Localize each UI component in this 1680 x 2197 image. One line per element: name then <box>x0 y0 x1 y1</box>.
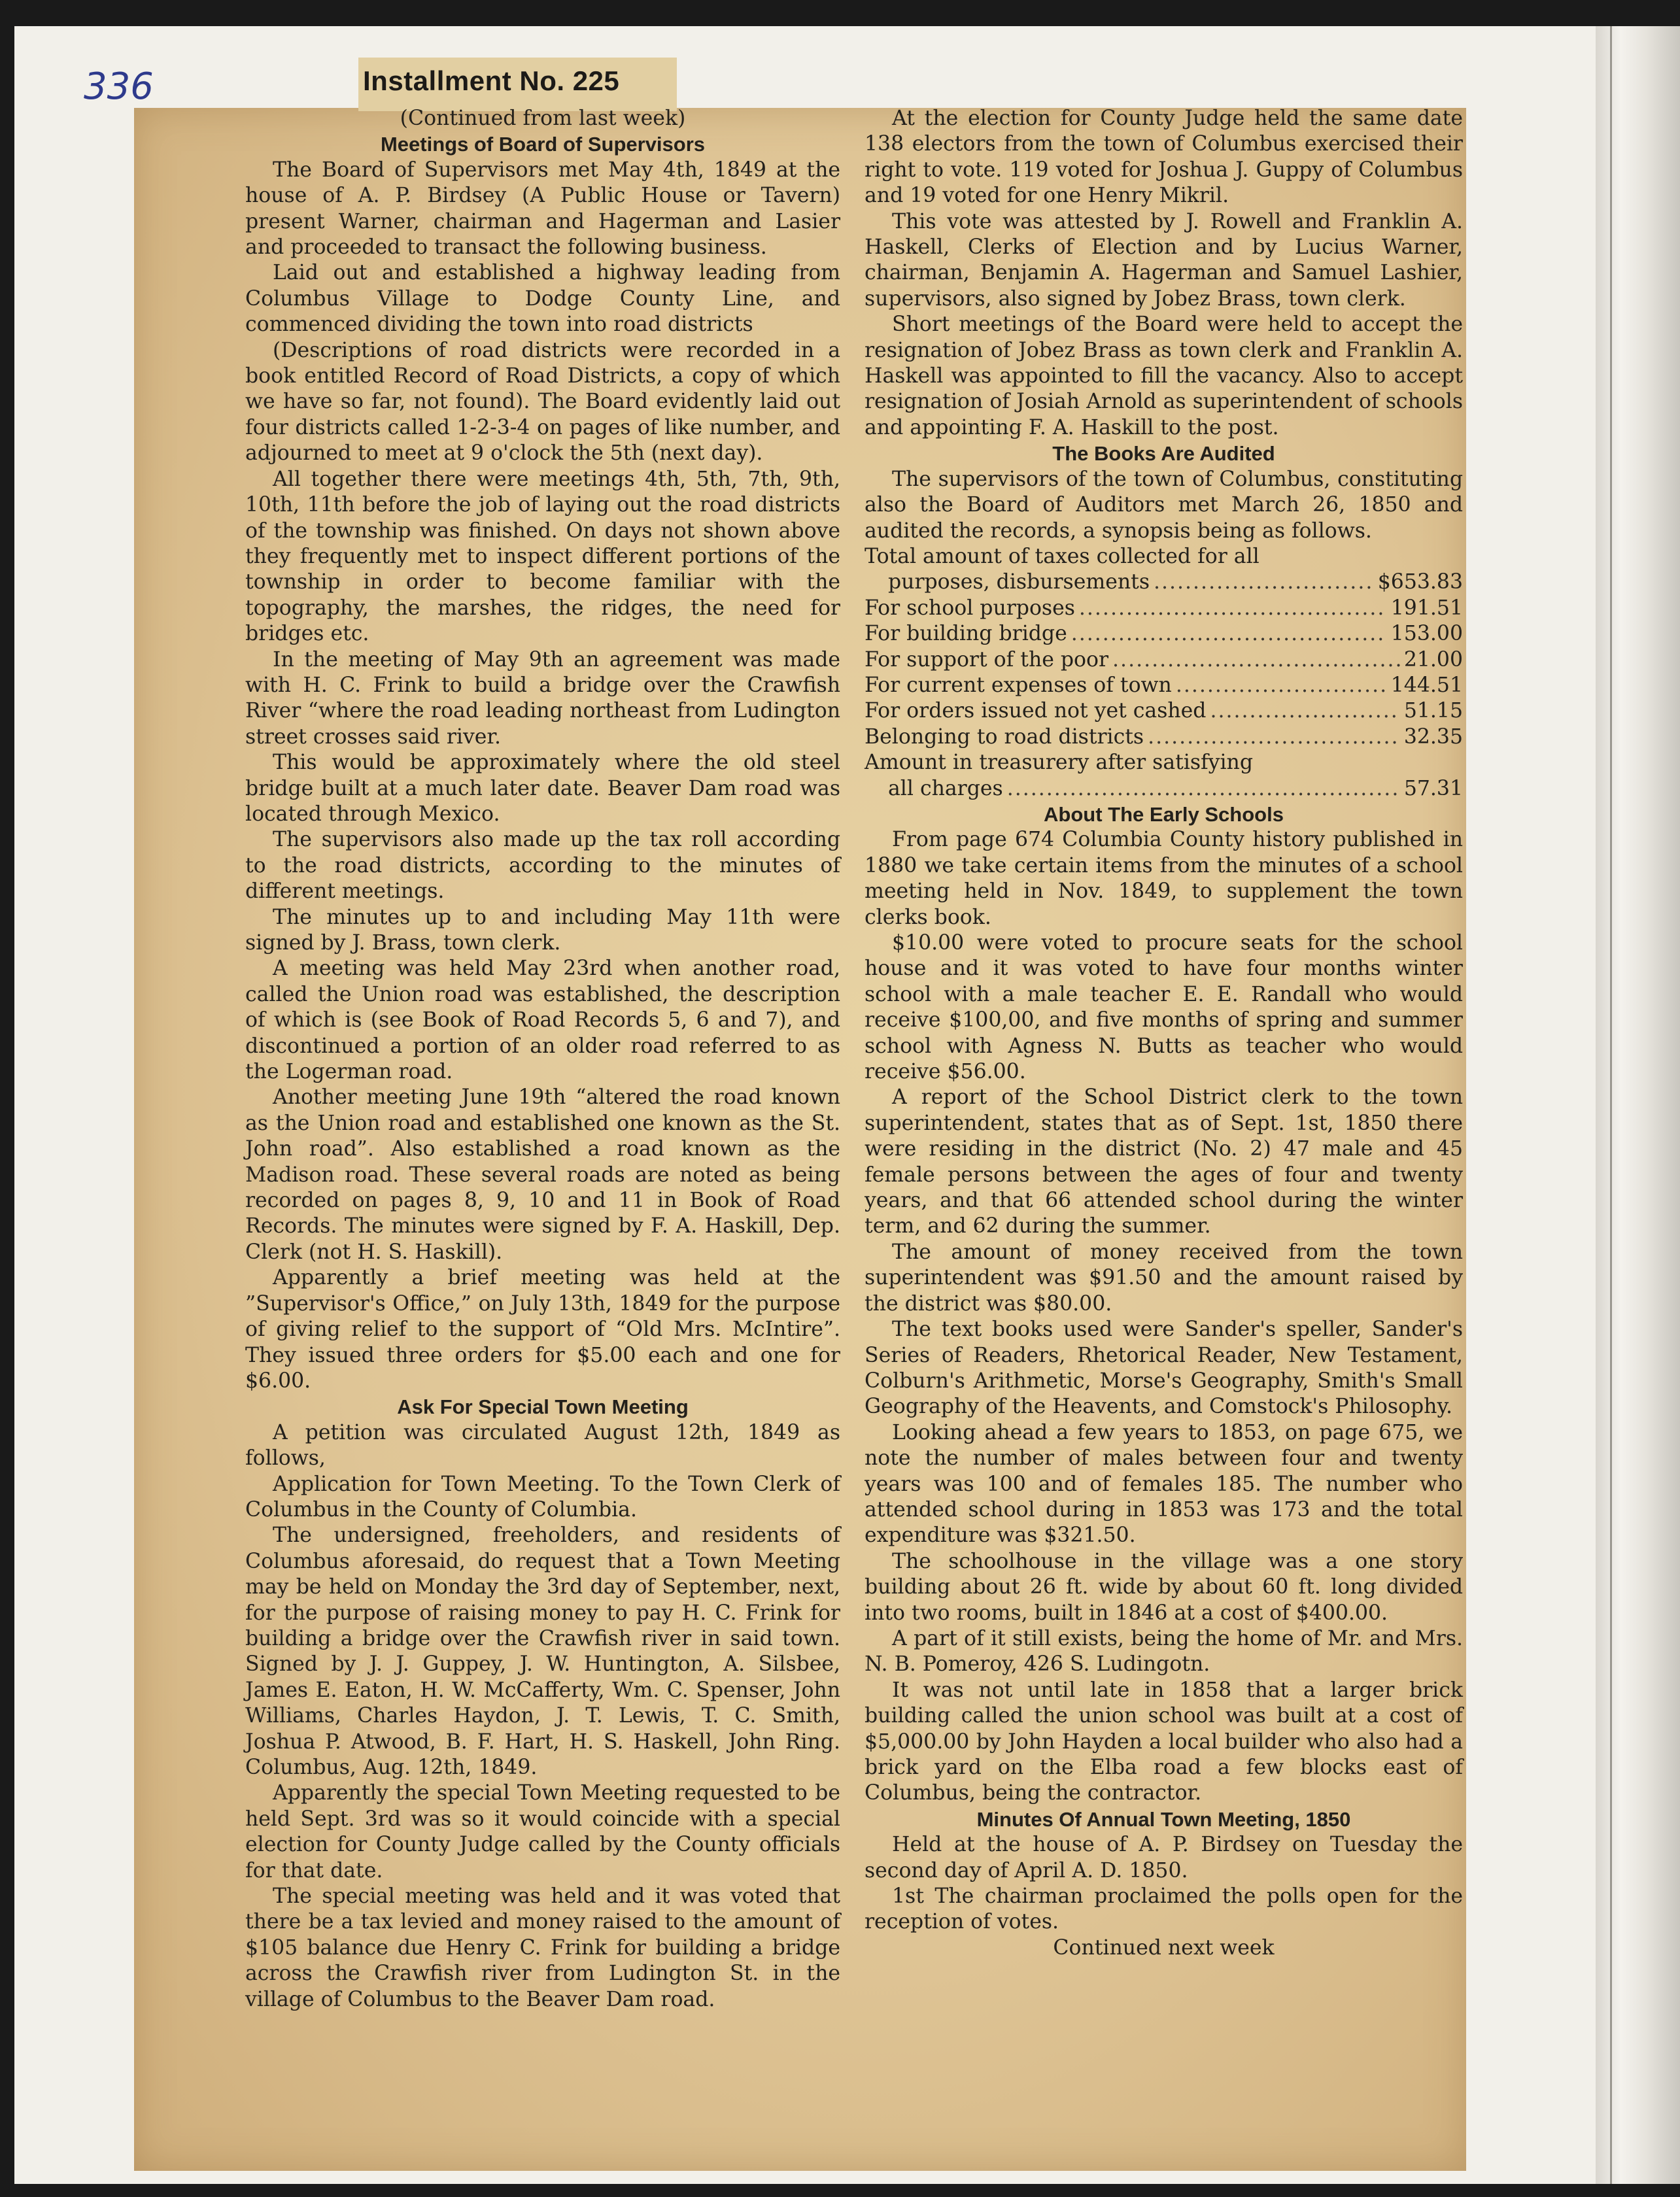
paragraph: A report of the School District clerk to the town superintendent, states that as of Sept. 1st, 1850 there were residing in the district (No. 2) 47 male and 45 female persons between the ages of four and twenty years, and that 66 attended school during the winter term, and 62 during the summer. <box>865 1085 1463 1238</box>
paragraph: It was not until late in 1858 that a larger brick building called the union school was built at a cost of $5,000.00 by John Hayden a local builder who also had a brick yard on the Elba road a few blocks east of Columbus, being the contractor. <box>865 1678 1463 1805</box>
paragraph: Looking ahead a few years to 1853, on page 675, we note the number of males between four and twenty years was 100 and of females 185. The number who attended school during in 1853 was 173 and the total expenditure was $321.50. <box>865 1420 1463 1548</box>
audit-row <box>865 698 1463 724</box>
paragraph: A meeting was held May 23rd when another road, called the Union road was established, the description of which is (see Book of Road Records 5, 6 and 7), and discontinued a portion of an older road referred to as the Logerman road. <box>245 957 840 1084</box>
installment-heading: Installment No. 225 <box>363 65 620 96</box>
page-binding <box>1596 26 1680 2184</box>
audit-label: For support of the poor <box>865 647 1109 672</box>
paragraph: The special meeting was held and it was voted that there be a tax levied and money raised to the amount of $105 balance due Henry C. Frink for building a bridge across the Crawfish river from Ludington St. in the village of Columbus to the Beaver Dam road. <box>245 1884 840 2011</box>
paragraph: Short meetings of the Board were held to accept the resignation of Jobez Brass as town clerk and Franklin A. Haskell was appointed to fill the vacancy. Also to accept resignation of Josiah Arnold as superintendent of schools and appointing F. A. Haskill to the post. <box>865 313 1463 439</box>
paragraph: The undersigned, freeholders, and residents of Columbus aforesaid, do request that a Town Meeting may be held on Monday the 3rd day of September, next, for the purpose of raising money to pay H. C. Frink for building a bridge over the Crawfish river in said town. Signed by J. J. Guppey, J. W. Huntington, A. Silsbee, James E. Eaton, H. W. McCafferty, Wm. C. Spenser, John Williams, Charles Haydon, J. T. Lewis, T. C. Smith, Joshua P. Atwood, B. F. Hart, H. S. Haskell, John Ring. Columbus, Aug. 12th, 1849. <box>245 1524 840 1779</box>
centered-note: (Continued from last week) <box>400 107 686 130</box>
audit-amount: 191.51 <box>1390 596 1463 620</box>
leader-dots <box>1071 621 1387 647</box>
section-heading: The Books Are Audited <box>1052 442 1275 466</box>
paragraph: The Board of Supervisors met May 4th, 1849 at the house of A. P. Birdsey (A Public House or Tavern) present Warner, chairman and Hagerman and Lasier and proceeded to transact the following business. <box>245 158 840 260</box>
audit-label: Belonging to road districts <box>865 724 1144 749</box>
binding-edge <box>1610 26 1612 2184</box>
section-heading: Meetings of Board of Supervisors <box>380 133 706 156</box>
audit-label: all charges <box>888 776 1003 800</box>
paragraph: Another meeting June 19th “altered the road known as the Union road and established one known as the St. John road”. Also established a road known as the Madison road. These several roads are noted as being recorded on pages 8, 9, 10 and 11 in Book of Road Records. The minutes were signed by F. A. Haskill, Dep. Clerk (not H. S. Haskill). <box>245 1085 840 1264</box>
paragraph: The supervisors of the town of Columbus, constituting also the Board of Auditors met March 26, 1850 and audited the records, a synopsis being as follows. <box>865 467 1463 543</box>
paragraph: All together there were meetings 4th, 5th, 7th, 9th, 10th, 11th before the job of laying out the road districts of the township was finished. On days not shown above they frequently met to inspect different portions of the township in order to become familiar with the topography, the marshes, the ridges, the need for bridges etc. <box>245 467 840 646</box>
audit-amount: 144.51 <box>1390 673 1463 697</box>
audit-label: For school purposes <box>865 596 1075 620</box>
audit-row <box>865 750 1463 775</box>
leader-dots <box>1154 570 1374 595</box>
audit-amount: 57.31 <box>1403 776 1463 800</box>
right-column-bottom <box>865 802 1463 1961</box>
paragraph: The text books used were Sander's speller, Sander's Series of Readers, Rhetorical Reader, New Testament, Colburn's Arithmetic, Morse's Geography, Smith's Small Geography of the Heavents, and Comstock's Philosophy. <box>865 1318 1463 1419</box>
left-column <box>245 106 840 2013</box>
paragraph: Apparently a brief meeting was held at the ”Supervisor's Office,” on July 13th, 1849 for the purpose of giving relief to the support of “Old Mrs. McIntire”. They issued three orders for $5.00 each and one for $6.00. <box>245 1266 840 1393</box>
audit-label: purposes, disbursements <box>888 570 1150 594</box>
paragraph: At the election for County Judge held the same date 138 electors from the town of Columbus exercised their right to vote. 119 voted for Joshua J. Guppy of Columbus and 19 voted for one Henry Mikril. <box>865 107 1463 208</box>
audit-row <box>865 544 1463 570</box>
paragraph: Laid out and established a highway leading from Columbus Village to Dodge County Line, and commenced dividing the town into road districts <box>245 261 840 337</box>
leader-dots <box>1176 673 1387 698</box>
paragraph: A petition was circulated August 12th, 1849 as follows, <box>245 1420 840 1471</box>
right-column <box>865 106 1463 1961</box>
leader-dots <box>1079 596 1387 621</box>
audit-row <box>865 621 1463 647</box>
paragraph: In the meeting of May 9th an agreement was made with H. C. Frink to build a bridge over the Crawfish River “where the road leading northeast from Ludington street crosses said river. <box>245 647 840 749</box>
audit-row <box>865 570 1463 595</box>
paragraph: The minutes up to and including May 11th were signed by J. Brass, town clerk. <box>245 905 840 955</box>
paragraph: From page 674 Columbia County history published in 1880 we take certain items from the minutes of a school meeting held in Nov. 1849, to supplement the town clerks book. <box>865 828 1463 929</box>
section-heading: Minutes Of Annual Town Meeting, 1850 <box>976 1807 1351 1831</box>
paragraph: Apparently the special Town Meeting requested to be held Sept. 3rd was so it would coincide with a special election for County Judge called by the County officials for that date. <box>245 1781 840 1882</box>
audit-row <box>865 596 1463 621</box>
paragraph: Application for Town Meeting. To the Town Clerk of Columbus in the County of Columbia. <box>245 1472 840 1522</box>
audit-label: Amount in treasurery after satisfying <box>865 751 1253 775</box>
paragraph: The amount of money received from the town superintendent was $91.50 and the amount raised by the district was $80.00. <box>865 1240 1463 1316</box>
page-number: 336 <box>84 65 154 108</box>
audit-row <box>865 673 1463 698</box>
audit-ledger <box>865 544 1463 802</box>
audit-label: For orders issued not yet cashed <box>865 699 1207 723</box>
audit-label: For building bridge <box>865 622 1067 646</box>
paragraph: $10.00 were voted to procure seats for the school house and it was voted to have four months winter school with a male teacher E. E. Randall who would receive $100,00, and five months of spring and summer school with Agness N. Butts as teacher who would receive $56.00. <box>865 931 1463 1084</box>
paragraph: This vote was attested by J. Rowell and Franklin A. Haskell, Clerks of Election and by Lucius Warner, chairman, Benjamin A. Hagerman and Samuel Lashier, supervisors, also signed by Jobez Brass, town clerk. <box>865 209 1463 311</box>
right-column-top <box>865 106 1463 544</box>
paragraph: The supervisors also made up the tax roll according to the road districts, according to the minutes of different meetings. <box>245 828 840 904</box>
paragraph: A part of it still exists, being the home of Mr. and Mrs. N. B. Pomeroy, 426 S. Ludingotn. <box>865 1626 1463 1677</box>
audit-amount: 32.35 <box>1403 724 1463 749</box>
audit-row <box>865 647 1463 673</box>
audit-label: For current expenses of town <box>865 673 1172 697</box>
paragraph: This would be approximately where the old steel bridge built at a much later date. Beaver Dam road was located through Mexico. <box>245 751 840 826</box>
leader-dots <box>1210 698 1399 724</box>
paragraph: 1st The chairman proclaimed the polls open for the reception of votes. <box>865 1884 1463 1934</box>
leader-dots <box>1148 724 1400 750</box>
audit-amount: 21.00 <box>1403 647 1463 672</box>
paragraph: Held at the house of A. P. Birdsey on Tuesday the second day of April A. D. 1850. <box>865 1833 1463 1882</box>
leader-dots <box>1007 776 1400 802</box>
audit-amount: 153.00 <box>1390 622 1463 646</box>
section-heading: Ask For Special Town Meeting <box>397 1395 689 1419</box>
audit-row <box>865 776 1463 802</box>
paragraph: (Descriptions of road districts were recorded in a book entitled Record of Road Districts, a copy of which we have so far, not found). The Board evidently laid out four districts called 1-2-3-4 on pages of like number, and adjourned to meet at 9 o'clock the 5th (next day). <box>245 338 840 466</box>
centered-note: Continued next week <box>1053 1935 1275 1960</box>
audit-label: Total amount of taxes collected for all <box>865 544 1260 568</box>
leader-dots <box>1112 647 1400 673</box>
paragraph: The schoolhouse in the village was a one story building about 26 ft. wide by about 60 ft. long divided into two rooms, built in 1846 at a cost of $400.00. <box>865 1549 1463 1625</box>
audit-amount: 51.15 <box>1403 699 1463 723</box>
section-heading: About The Early Schools <box>1044 802 1284 826</box>
audit-row <box>865 724 1463 750</box>
audit-amount: $653.83 <box>1377 570 1463 594</box>
